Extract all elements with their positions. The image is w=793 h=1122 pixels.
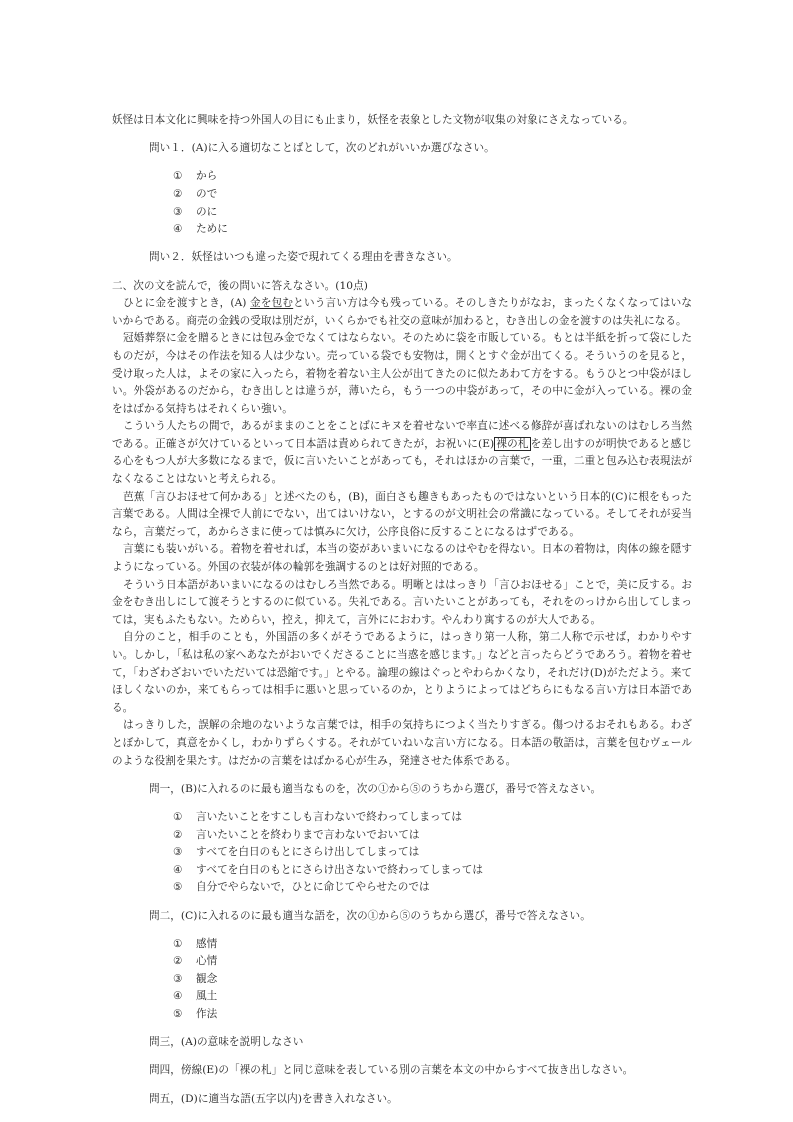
question-one-prompt: 問一，(B)に入れるのに最も適当なものを，次の①から⑤のうちから選び，番号で答えなさい。	[149, 782, 602, 795]
paragraph-2: 冠婚葬祭に金を贈るときには包み金でなくてはならない。そのために袋を市販している。もとは半紙を折って袋にしたものだが，今はその作法を知る人は少ない。売っている袋でも安物は，開くとすぐ金が出てくる。そういうのを見ると，受け取った人は，よその家に入ったら，着物を着ない主人公が出てきたのに似たあわて方をする。もうひとつ中袋がほしい。外袋があるのだから，むき出しとは違うが，薄いたら，もう一つの中袋があって，その中に金が入っている。裸の金をはばかる気持ちはそれくらい強い。	[112, 332, 692, 415]
paragraph-7: 自分のこと，相手のことも，外国語の多くがそうであるように，はっきり第一人称，第二人称で示せば，わかりやすい。しかし，「私は私の家へあなたがおいでくださることに当惑を感じます。」などと言ったらどうであろう。着物を着せて，「わざわざおいでいただいては恐縮です。」とやる。論理の線はぐっとやわらかくなり，それだけ(D)がただよう。来てほしくないのか，来てもらっては相手に悪いと思っているのか，とりようによってはどちらにもなる言い方は日本語である。	[112, 631, 692, 714]
paragraph-8: はっきりした，誤解の余地のないような言葉では，相手の気持ちにつよく当たりすぎる。傷つけるおそれもある。わざとぼかして，真意をかくし，わかりずらくする。それがていねいな言い方になる。日本語の敬語は，言葉を包むヴェールのような役割を果たす。はだかの言葉をはばかる心が生み，発達させた体系である。	[112, 719, 692, 767]
boxed-phrase: 裸の札	[496, 437, 529, 450]
q1-option: ④ ために	[173, 223, 228, 236]
section-heading: 二、次の文を読んで，後の問いに答えなさい。(10点)	[112, 279, 368, 292]
b-option: ④ すべてを白日のもとにさらけ出さないで終わってしまっては	[173, 863, 484, 876]
question-three-prompt: 問三，(A)の意味を説明しなさい	[149, 1036, 304, 1049]
paragraph-5: 言葉にも装いがいる。着物を着せれば，本当の姿があいまいになるのはやむを得ない。日本の着物は，肉体の線を隠すようになっている。外国の衣装が体の輪郭を強調するのとは好対照的である。	[112, 543, 692, 574]
question-four-prompt: 問四，傍線(E)の「裸の札」と同じ意味を表している別の言葉を本文の中からすべて抜き出しなさい。	[149, 1064, 634, 1077]
c-option: ④ 風土	[173, 990, 218, 1003]
intro-tail: 妖怪は日本文化に興味を持つ外国人の目にも止まり，妖怪を表象とした文物が収集の対象にさえなっている。	[112, 114, 634, 126]
paragraph-3: こういう人たちの間で，あるがままのことをことばにキヌを着せないで率直に述べる修辞が喜ばれないのはむしろ当然である。正確さが欠けているといって日本語は責められてきたが，お祝いに(E) 裸の札 を差し出すのが明快であると感じる心をもつ人が大多数になるまで，仮に言いたいことがあっても，それはほかの言葉で，一重，二重と包み込む表現法がなくなることはないと考えられる。	[112, 420, 692, 486]
c-option: ⑤ 作法	[173, 1008, 218, 1021]
q1-option: ① から	[173, 170, 218, 183]
b-option: ③ すべてを白日のもとにさらけ出してしまっては	[173, 846, 420, 859]
q1-option: ③ のに	[173, 205, 218, 218]
paragraph-1: ひとに金を渡すとき，(A) 金を包むという言い方は今も残っている。そのしきたりがなお，まったくなくなってはいないからである。商売の金銭の受取は別だが，いくらかでも社交の意味が加わると，むき出しの金を渡すのは失礼になる。	[112, 297, 692, 327]
question-1-prompt: 問い１．(A)に入る適切なことばとして，次のどれがいいか選びなさい。	[149, 142, 495, 155]
b-option: ① 言いたいことをすこしも言わないで終わってしまっては	[173, 810, 462, 823]
paragraph-6: そういう日本語があいまいになるのはむしろ当然である。明晰とははっきり「言ひおほせる」ことで，美に反する。お金をむき出しにして渡そうとするのに似ている。失礼である。言いたいことがあっても，それをのっけから出してしまっては，実もふたもない。ためらい，控え，抑えて，言外ににおわす。やんわり寓するのが大人である。	[112, 578, 692, 626]
question-2-prompt: 問い２．妖怪はいつも違った姿で現れてくる理由を書きなさい。	[149, 251, 458, 264]
question-two-prompt: 問二，(C)に入れるのに最も適当な語を，次の①から⑤のうちから選び，番号で答えなさい。	[149, 909, 591, 922]
q1-option: ② ので	[173, 187, 218, 200]
b-option: ⑤ 自分でやらないで，ひとに命じてやらせたのでは	[173, 881, 430, 894]
document-page	[112, 112, 692, 1119]
question-five-prompt: 問五，(D)に適当な語(五字以内)を書き入れなさい。	[149, 1092, 398, 1105]
c-option: ① 感情	[173, 937, 218, 950]
c-option: ③ 観念	[173, 972, 218, 985]
b-option: ② 言いたいことを終わりまで言わないでおいては	[173, 828, 420, 841]
underlined-phrase: 金を包む	[250, 297, 294, 310]
paragraph-4: 芭蕉「言ひおほせて何かある」と述べたのも，(B)，面白さも趣きもあったものではないという日本的(C)に根をもった言葉である。人間は全裸で人前にでない，出てはいけない，とするのが文明社会の常識になっている。そしてそれが妥当なら，言葉だって，あからさまに使っては慎みに欠け，公序良俗に反することになるはずである。	[112, 490, 692, 538]
c-option: ② 心情	[173, 955, 218, 968]
